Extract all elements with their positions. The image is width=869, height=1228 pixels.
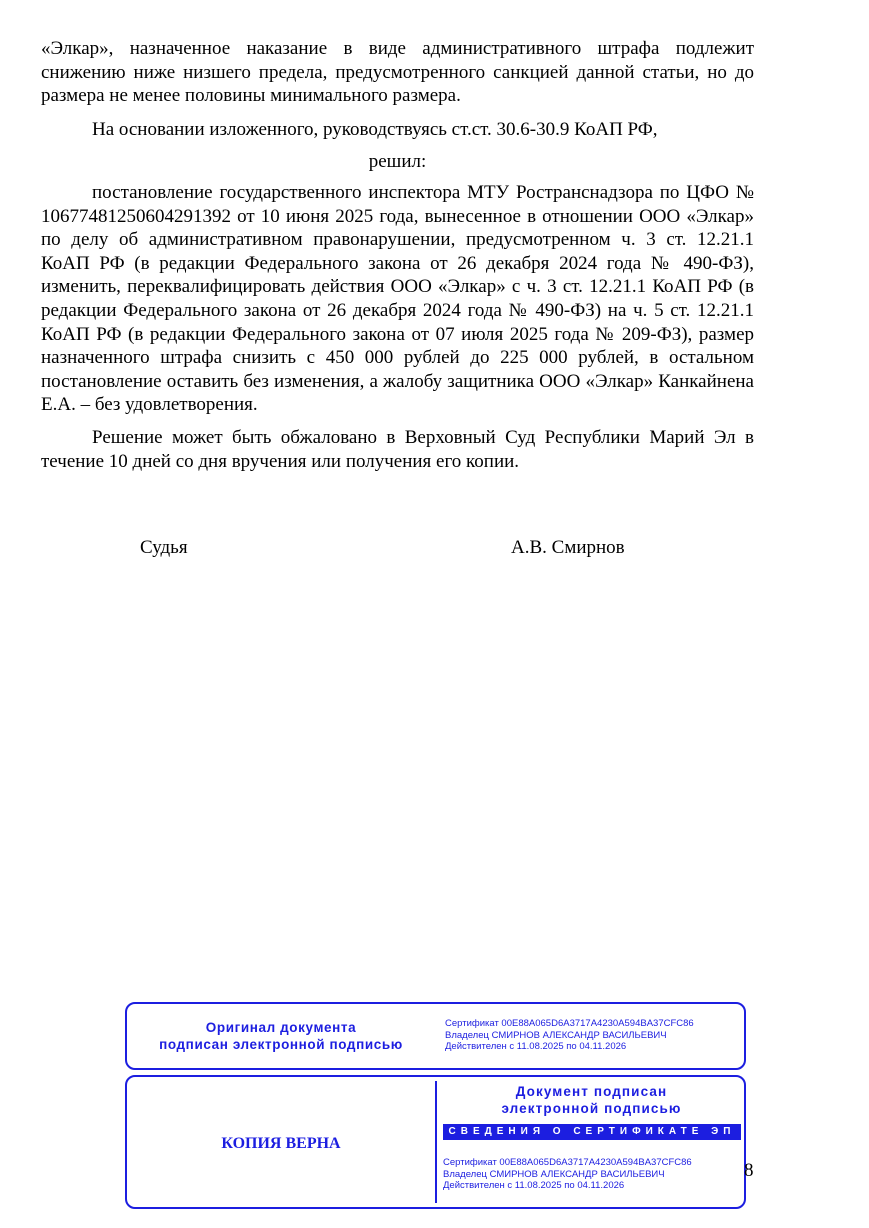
stamp-original-label xyxy=(127,1019,435,1053)
stamp-copy-heading-line2: электронной подписью xyxy=(501,1101,682,1116)
page-number: 8 xyxy=(744,1160,754,1181)
stamp-copy-certificate xyxy=(443,1157,692,1192)
signature-name: А.В. Смирнов xyxy=(511,537,625,558)
stamp-divider xyxy=(435,1081,437,1203)
stamp-original-line2: подписан электронной подписью xyxy=(159,1037,403,1052)
certificate-number: Сертификат 00E88A065D6A3717A4230A594BA37CFC86 xyxy=(445,1018,694,1029)
certificate-info-bar: СВЕДЕНИЯ О СЕРТИФИКАТЕ ЭП xyxy=(443,1124,741,1140)
certificate-number: Сертификат 00E88A065D6A3717A4230A594BA37CFC86 xyxy=(443,1157,692,1168)
paragraph-appeal: Решение может быть обжаловано в Верховный Суд Республики Марий Эл в течение 10 дней со дня вручения или получения его копии. xyxy=(41,427,754,472)
certificate-owner: Владелец СМИРНОВ АЛЕКСАНДР ВАСИЛЬЕВИЧ xyxy=(443,1168,665,1180)
paragraph-legal-basis: На основании изложенного, руководствуясь ст.ст. 30.6-30.9 КоАП РФ, xyxy=(92,119,658,140)
paragraph-decided: решил: xyxy=(368,151,427,172)
electronic-signature-stamp-copy xyxy=(125,1075,746,1209)
electronic-signature-stamp-original xyxy=(125,1002,746,1070)
paragraph-penalty-reduction: «Элкар», назначенное наказание в виде административного штрафа подлежит снижению ниже низшего предела, предусмотренного санкцией данной статьи, но до размера не менее половины минимального размера. xyxy=(41,38,754,107)
stamp-original-line1: Оригинал документа xyxy=(205,1020,357,1035)
signature-title: Судья xyxy=(140,537,188,558)
stamp-copy-heading-line1: Документ подписан xyxy=(515,1084,668,1099)
paragraph-decision: постановление государственного инспектора МТУ Ространснадзора по ЦФО № 10677481250604291392 от 10 июня 2025 года, вынесенное в отношении ООО «Элкар» по делу об административном правонарушении, предусмотренном ч. 3 ст. 12.21.1 КоАП РФ (в редакции Федерального закона от 26 декабря 2024 года № 490-ФЗ), изменить, переквалифицировать действия ООО «Элкар» с ч. 3 ст. 12.21.1 КоАП РФ (в редакции Федерального закона от 26 декабря 2024 года № 490-ФЗ) на ч. 5 ст. 12.21.1 КоАП РФ (в редакции Федерального закона от 07 июля 2025 года № 209-ФЗ), размер назначенного штрафа снизить с 450 000 рублей до 225 000 рублей, в остальном постановление оставить без изменения, а жалобу защитника ООО «Элкар» Канкайнена Е.А. – без удовлетворения. xyxy=(41,182,754,416)
certificate-owner: Владелец СМИРНОВ АЛЕКСАНДР ВАСИЛЬЕВИЧ xyxy=(445,1029,667,1041)
stamp-copy-heading xyxy=(443,1083,740,1117)
stamp-copy-certified-label: КОПИЯ ВЕРНА xyxy=(221,1135,341,1152)
certificate-validity: Действителен с 11.08.2025 по 04.11.2026 xyxy=(443,1180,625,1191)
certificate-validity: Действителен с 11.08.2025 по 04.11.2026 xyxy=(445,1041,627,1052)
stamp-original-certificate xyxy=(445,1018,694,1053)
